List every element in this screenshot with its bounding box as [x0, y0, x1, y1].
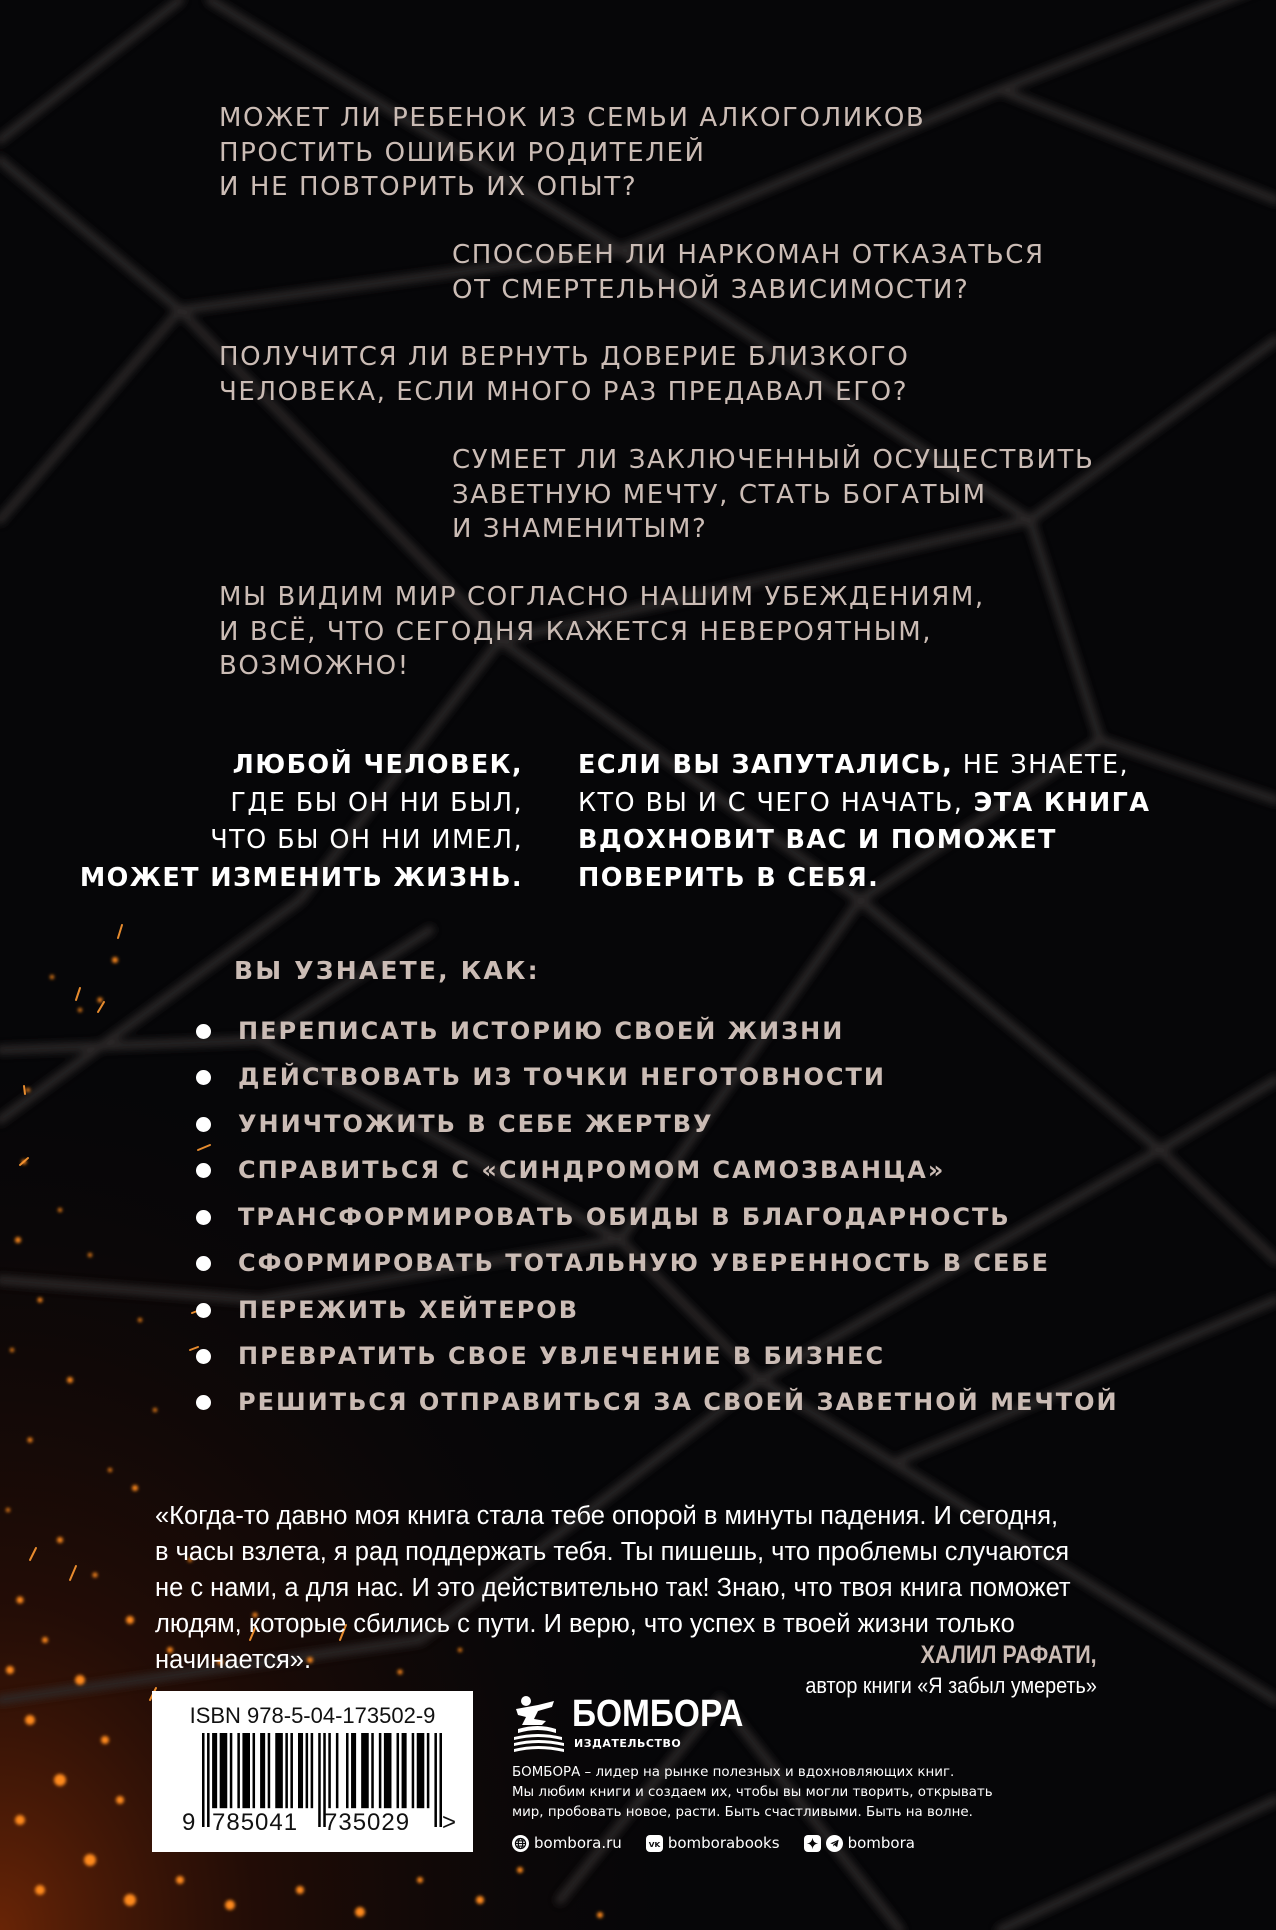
statement-text: КТО ВЫ И С ЧЕГО НАЧАТЬ,	[578, 787, 964, 818]
statement-text: ЧТО БЫ ОН НИ ИМЕЛ,	[210, 825, 523, 855]
link-dzen-telegram[interactable]	[804, 1834, 915, 1852]
learn-item-text: СПРАВИТЬСЯ С «СИНДРОМОМ САМОЗВАНЦА»	[238, 1156, 946, 1184]
question-line: ПОЛУЧИТСЯ ЛИ ВЕРНУТЬ ДОВЕРИЕ БЛИЗКОГО	[219, 342, 910, 372]
bullet-icon	[196, 1117, 211, 1132]
statement-text: ГДЕ БЫ ОН НИ БЫЛ,	[230, 787, 523, 818]
quote-line: «Когда-то давно моя книга стала тебе опорой в минуты падения. И сегодня,	[155, 1502, 1059, 1530]
statement-text: ЕСЛИ ВЫ ЗАПУТАЛИСЬ,	[578, 750, 954, 780]
publisher-description-line: БОМБОРА – лидер на рынке полезных и вдохновляющих книг.	[512, 1765, 955, 1780]
conclusion-line: ВОЗМОЖНО!	[219, 651, 410, 681]
bombora-logo-icon	[512, 1695, 566, 1755]
link-vk-label: bomborabooks	[667, 1834, 780, 1852]
quote-line: в часы взлета, я рад поддержать тебя. Ты пишешь, что проблемы случаются	[155, 1538, 1070, 1566]
learn-list-item	[196, 1016, 844, 1046]
statement-left-column	[80, 747, 523, 897]
learn-list-item	[196, 1295, 579, 1325]
learn-item-text: РЕШИТЬСЯ ОТПРАВИТЬСЯ ЗА СВОЕЙ ЗАВЕТНОЙ МЕЧТОЙ	[238, 1388, 1119, 1416]
question-line: И НЕ ПОВТОРИТЬ ИХ ОПЫТ?	[219, 172, 638, 202]
svg-text:VK: VK	[648, 1839, 661, 1849]
bullet-icon	[196, 1163, 211, 1178]
ean-first-digit: 9	[182, 1809, 196, 1836]
learn-item-text: ДЕЙСТВОВАТЬ ИЗ ТОЧКИ НЕГОТОВНОСТИ	[238, 1063, 886, 1091]
bullet-icon	[196, 1210, 211, 1225]
question-line: МОЖЕТ ЛИ РЕБЕНОК ИЗ СЕМЬИ АЛКОГОЛИКОВ	[219, 103, 926, 133]
learn-list-item	[196, 1202, 1011, 1232]
question-block-1	[219, 101, 925, 205]
link-dzen-telegram-label: bombora	[847, 1834, 915, 1852]
isbn-barcode	[152, 1691, 473, 1852]
question-line: СУМЕЕТ ЛИ ЗАКЛЮЧЕННЫЙ ОСУЩЕСТВИТЬ	[452, 445, 1095, 475]
question-line: ЗАВЕТНУЮ МЕЧТУ, СТАТЬ БОГАТЫМ	[452, 479, 987, 510]
statement-text: ЭТА КНИГА	[963, 787, 1151, 818]
learn-list-item	[196, 1109, 714, 1139]
quote-line: начинается».	[155, 1646, 312, 1674]
question-line: ПРОСТИТЬ ОШИБКИ РОДИТЕЛЕЙ	[219, 137, 706, 168]
bombora-logo	[512, 1693, 744, 1755]
question-line: СПОСОБЕН ЛИ НАРКОМАН ОТКАЗАТЬСЯ	[452, 240, 1045, 270]
learn-list-item	[196, 1155, 945, 1185]
link-website[interactable]	[512, 1834, 622, 1852]
learn-item-text: УНИЧТОЖИТЬ В СЕБЕ ЖЕРТВУ	[238, 1110, 714, 1138]
learn-list-item	[196, 1387, 1119, 1417]
statement-text: ЛЮБОЙ ЧЕЛОВЕК,	[232, 750, 523, 780]
link-website-label: bombora.ru	[534, 1834, 622, 1852]
bullet-icon	[196, 1256, 211, 1271]
learn-list-item	[196, 1062, 886, 1092]
quote-line: не с нами, а для нас. И это действительно так! Знаю, что твоя книга поможет	[155, 1574, 1071, 1602]
question-block-2	[452, 238, 1045, 307]
ean-arrow: >	[442, 1809, 457, 1836]
learn-item-text: ТРАНСФОРМИРОВАТЬ ОБИДЫ В БЛАГОДАРНОСТЬ	[238, 1203, 1011, 1231]
question-line: ОТ СМЕРТЕЛЬНОЙ ЗАВИСИМОСТИ?	[452, 274, 970, 305]
publisher-description-line: Мы любим книги и создаем их, чтобы вы могли творить, открывать	[512, 1785, 993, 1800]
logo-wordmark: БОМБОРА	[572, 1693, 744, 1735]
publisher-description-line: мир, пробовать новое, расти. Быть счастливыми. Быть на волне.	[512, 1805, 973, 1820]
learn-item-text: ПЕРЕЖИТЬ ХЕЙТЕРОВ	[238, 1296, 579, 1324]
quote-line: людям, которые сбились с пути. И верю, что успех в твоей жизни только	[155, 1610, 1015, 1638]
logo-subtitle: ИЗДАТЕЛЬСТВО	[574, 1737, 682, 1750]
conclusion-line: МЫ ВИДИМ МИР СОГЛАСНО НАШИМ УБЕЖДЕНИЯМ,	[219, 582, 985, 612]
vk-icon	[646, 1835, 663, 1852]
dzen-icon	[804, 1835, 821, 1852]
statement-text: МОЖЕТ ИЗМЕНИТЬ ЖИЗНЬ.	[79, 862, 523, 893]
isbn-text: ISBN 978-5-04-173502-9	[189, 1703, 436, 1728]
learn-item-text: СФОРМИРОВАТЬ ТОТАЛЬНУЮ УВЕРЕННОСТЬ В СЕБЕ	[238, 1249, 1051, 1277]
question-block-4	[452, 443, 1094, 547]
publisher-description	[512, 1763, 993, 1823]
bullet-icon	[196, 1303, 211, 1318]
quote-author: ХАЛИЛ РАФАТИ,	[920, 1641, 1097, 1669]
quote-author-subtitle: автор книги «Я забыл умереть»	[805, 1673, 1097, 1698]
statement-text: ВДОХНОВИТ ВАС И ПОМОЖЕТ	[578, 825, 1057, 855]
question-line: ЧЕЛОВЕКА, ЕСЛИ МНОГО РАЗ ПРЕДАВАЛ ЕГО?	[219, 376, 909, 407]
statement-right-column	[578, 747, 1150, 897]
statement-text: ПОВЕРИТЬ В СЕБЯ.	[578, 862, 880, 893]
bullet-icon	[196, 1395, 211, 1410]
ean-right-group: 735029	[324, 1809, 411, 1836]
bullet-icon	[196, 1024, 211, 1039]
globe-icon	[512, 1835, 529, 1852]
question-block-3	[219, 340, 909, 409]
ean-left-group: 785041	[212, 1809, 299, 1836]
learn-list-item	[196, 1248, 1050, 1278]
publisher-links	[512, 1834, 939, 1852]
telegram-icon	[826, 1835, 843, 1852]
learn-list-item	[196, 1341, 885, 1371]
conclusion-line: И ВСЁ, ЧТО СЕГОДНЯ КАЖЕТСЯ НЕВЕРОЯТНЫМ,	[219, 616, 933, 647]
learn-item-text: ПЕРЕПИСАТЬ ИСТОРИЮ СВОЕЙ ЖИЗНИ	[238, 1017, 845, 1045]
bullet-icon	[196, 1070, 211, 1085]
question-line: И ЗНАМЕНИТЫМ?	[452, 514, 708, 544]
conclusion-block	[219, 580, 985, 684]
link-vk[interactable]	[646, 1834, 780, 1852]
learn-item-text: ПРЕВРАТИТЬ СВОЕ УВЛЕЧЕНИЕ В БИЗНЕС	[238, 1342, 886, 1370]
statement-text: НЕ ЗНАЕТЕ,	[953, 750, 1129, 780]
bullet-icon	[196, 1349, 211, 1364]
learn-title: ВЫ УЗНАЕТЕ, КАК:	[234, 956, 540, 985]
